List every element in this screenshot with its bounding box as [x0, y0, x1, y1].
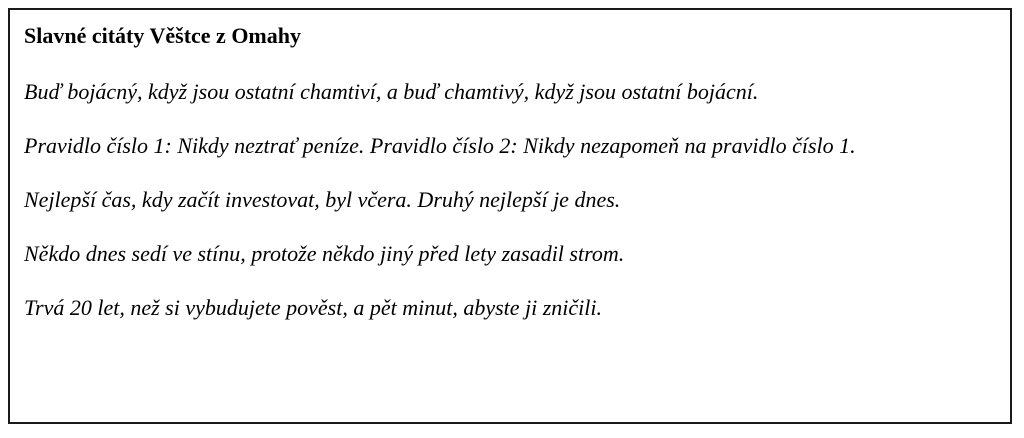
- quote-3: Nejlepší čas, kdy začít investovat, byl včera. Druhý nejlepší je dnes.: [24, 187, 621, 212]
- quote-box: [8, 8, 1012, 424]
- quote-5: Trvá 20 let, než si vybudujete pověst, a pět minut, abyste ji zničili.: [24, 295, 603, 320]
- document-title: Slavné citáty Věštce z Omahy: [24, 23, 301, 48]
- quote-1: Buď bojácný, když jsou ostatní chamtiví, a buď chamtivý, když jsou ostatní bojácní.: [24, 79, 759, 104]
- quote-2: Pravidlo číslo 1: Nikdy neztrať peníze. Pravidlo číslo 2: Nikdy nezapomeň na pravidlo číslo 1.: [24, 133, 856, 158]
- quote-4: Někdo dnes sedí ve stínu, protože někdo jiný před lety zasadil strom.: [24, 241, 625, 266]
